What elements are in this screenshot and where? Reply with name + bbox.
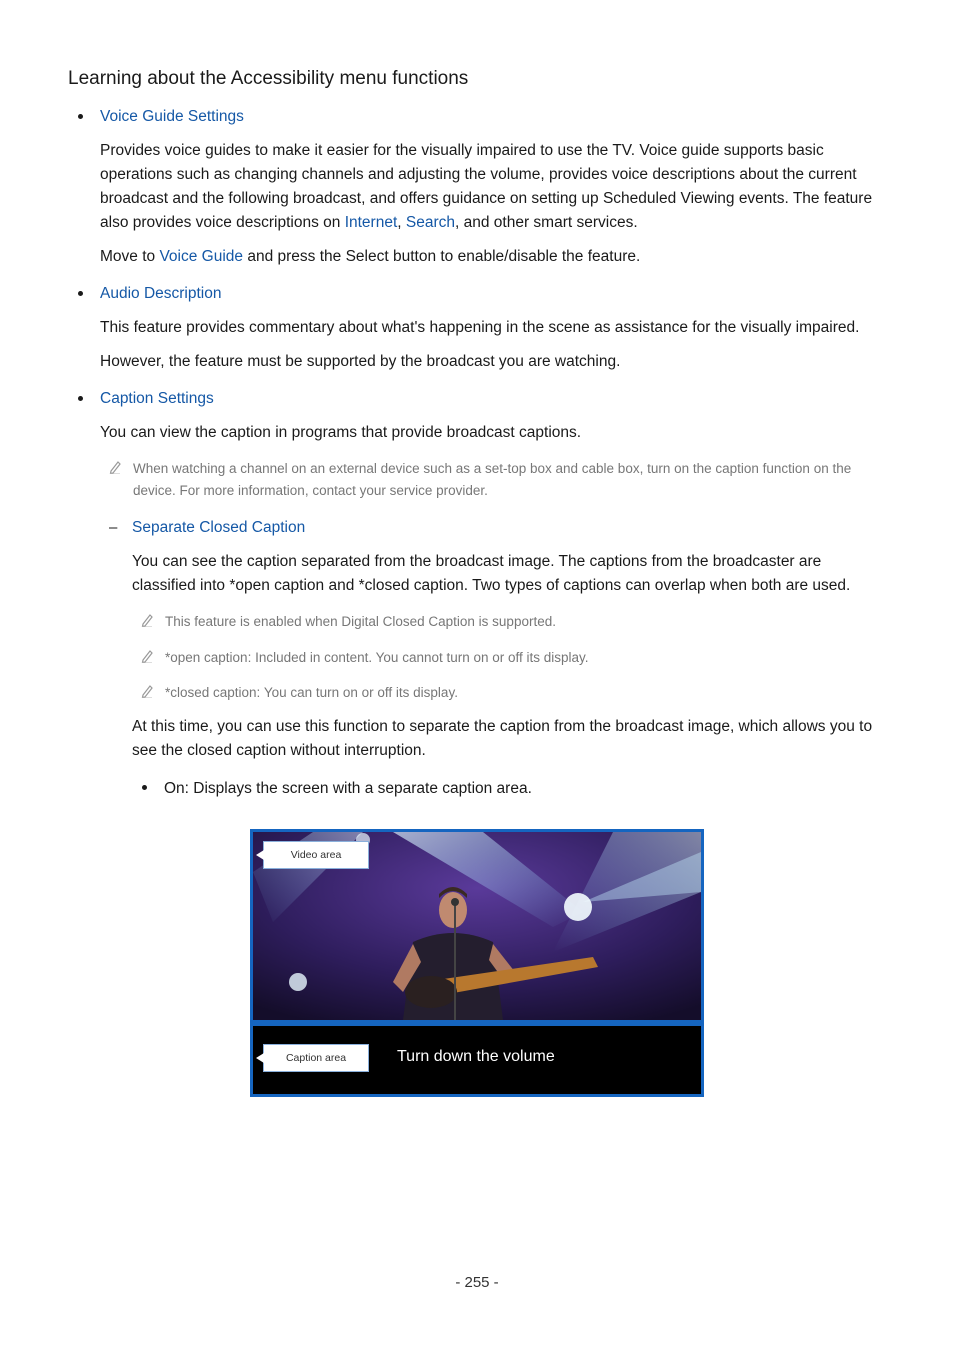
pencil-icon: [140, 684, 154, 698]
voice-guide-description: [100, 139, 890, 235]
internet-link[interactable]: Internet: [344, 214, 398, 231]
text: Provides voice guides to make it easier for the visually impaired to use the TV. Voice guide supports basic operations such as changing channels and adjusting the volume, provides voice descriptions about the current broadcast and the following broadcast, and offers guidance on setting up Scheduled Viewing events. The feature also provides voice descriptions on: [100, 142, 873, 231]
video-area-callout: Video area: [263, 841, 369, 869]
caption-settings-text: You can view the caption in programs that provide broadcast captions.: [100, 424, 582, 441]
separate-caption-explanation: At this time, you can use this function to separate the caption from the broadcast image, which allows you to see the closed caption without interruption.: [132, 718, 873, 759]
dash-marker: –: [109, 519, 118, 536]
digital-cc-note: This feature is enabled when Digital Closed Caption is supported.: [165, 614, 556, 629]
video-area-image: [253, 832, 701, 1020]
caption-area-callout: Caption area: [263, 1044, 369, 1072]
bullet: [142, 785, 147, 790]
pencil-icon: [140, 649, 154, 663]
closed-caption-note: *closed caption: You can turn on or off its display.: [165, 685, 458, 700]
pencil-icon: [140, 613, 154, 627]
bullet: [78, 291, 83, 296]
text: Move to: [100, 248, 160, 265]
voice-guide-link[interactable]: Voice Guide: [159, 248, 244, 265]
on-option-text: On: Displays the screen with a separate caption area.: [164, 780, 532, 797]
section-heading: Learning about the Accessibility menu functions: [68, 68, 469, 89]
text: ,: [397, 214, 406, 231]
page-number: - 255 -: [455, 1274, 499, 1291]
separate-caption-description: You can see the caption separated from the broadcast image. The captions from the broadcaster are classified into *open caption and *closed caption. Two types of captions can overlap when both are used.: [132, 553, 851, 594]
voice-guide-instruction: [100, 245, 890, 269]
caption-note: When watching a channel on an external device such as a set-top box and cable box, turn on the caption function on the device. For more information, contact your service provider.: [133, 461, 852, 498]
pencil-icon: [108, 460, 122, 474]
search-link[interactable]: Search: [405, 214, 455, 231]
caption-text: Turn down the volume: [397, 1048, 555, 1065]
caption-area: [253, 1026, 701, 1094]
audio-description-title[interactable]: Audio Description: [100, 285, 222, 302]
separate-closed-caption-title[interactable]: Separate Closed Caption: [132, 519, 306, 536]
audio-description-text: This feature provides commentary about what's happening in the scene as assistance for the visually impaired.: [100, 319, 860, 336]
caption-layout-figure: [250, 829, 704, 1097]
text: and press the Select button to enable/disable the feature.: [243, 248, 641, 265]
open-caption-note: *open caption: Included in content. You cannot turn on or off its display.: [165, 650, 589, 665]
bullet: [78, 114, 83, 119]
bullet: [78, 396, 83, 401]
voice-guide-settings-title[interactable]: Voice Guide Settings: [100, 108, 244, 125]
text: , and other smart services.: [455, 214, 638, 231]
caption-settings-title[interactable]: Caption Settings: [100, 390, 214, 407]
audio-description-note: However, the feature must be supported by the broadcast you are watching.: [100, 353, 621, 370]
